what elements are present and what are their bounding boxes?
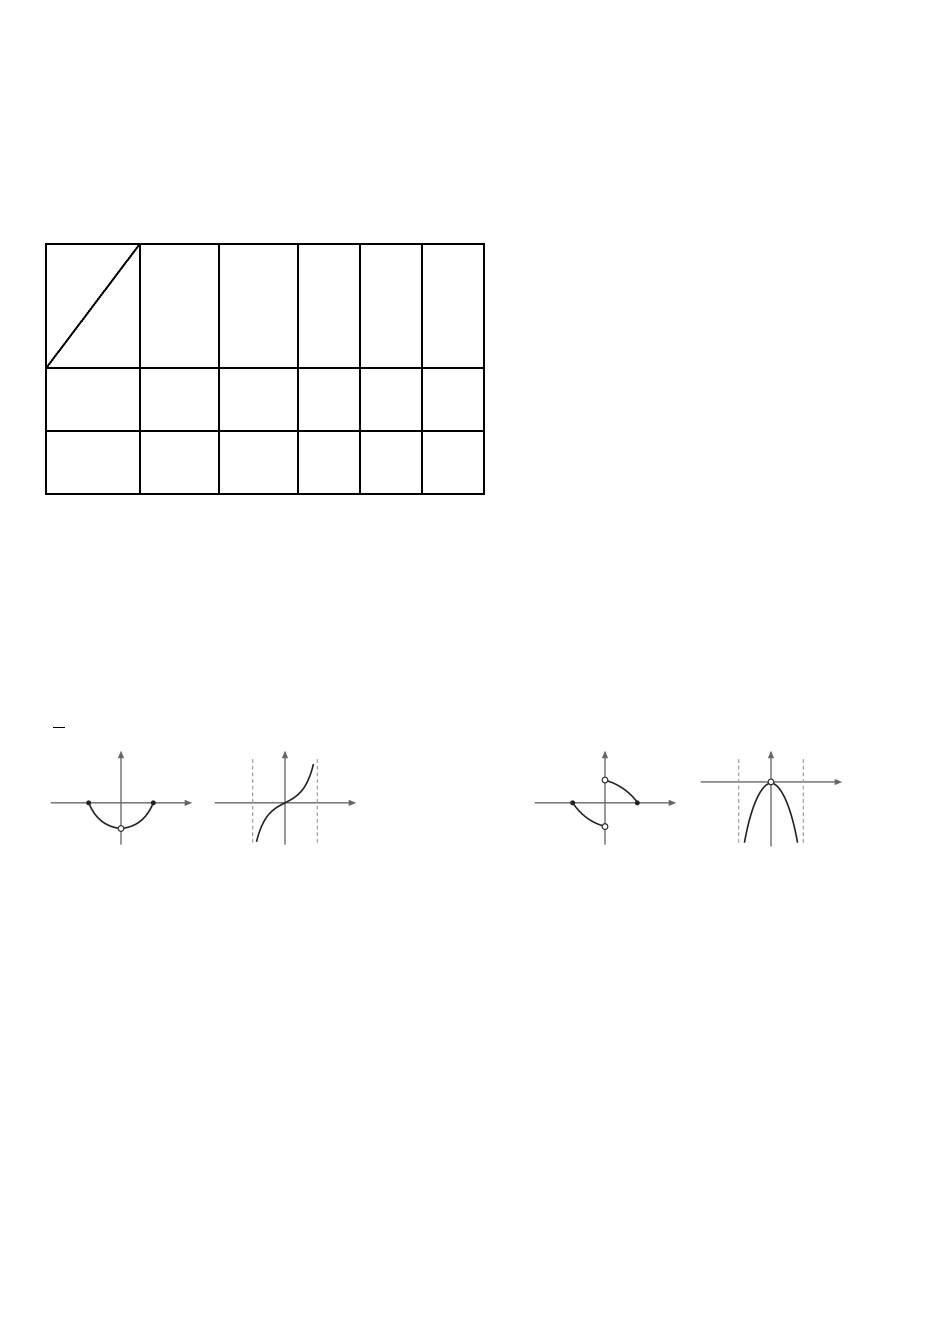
table-row bbox=[46, 368, 484, 431]
table-header-cell bbox=[298, 244, 360, 368]
table-cell bbox=[298, 368, 360, 431]
x-axis-arrow bbox=[835, 779, 843, 785]
function-graph-b bbox=[209, 740, 361, 860]
x-axis-arrow bbox=[349, 800, 357, 806]
math-num bbox=[57, 676, 59, 695]
endpoint-dot bbox=[86, 800, 91, 805]
question-5-line-3 bbox=[45, 191, 905, 237]
table-cell bbox=[219, 431, 298, 494]
table-header-cell bbox=[219, 244, 298, 368]
table-corner-cell bbox=[46, 244, 140, 368]
table-cell bbox=[422, 431, 484, 494]
function-graph-a bbox=[45, 740, 197, 860]
table-cell bbox=[219, 368, 298, 431]
function-graph-d bbox=[695, 740, 847, 860]
table-row bbox=[46, 431, 484, 494]
y-axis-arrow bbox=[768, 751, 774, 759]
math-num bbox=[53, 515, 55, 534]
row-label bbox=[46, 368, 140, 431]
question-6-graphs bbox=[45, 740, 905, 860]
table-cell bbox=[422, 368, 484, 431]
open-circle bbox=[118, 826, 124, 832]
endpoint-dot bbox=[151, 800, 156, 805]
table-cell bbox=[298, 431, 360, 494]
math-num bbox=[65, 100, 67, 121]
table-cell bbox=[140, 368, 219, 431]
price-chart-svg bbox=[83, 882, 468, 1090]
question-5-line-2 bbox=[45, 145, 905, 191]
curve-lower bbox=[573, 803, 602, 826]
y-axis-arrow bbox=[282, 751, 288, 759]
math-num bbox=[57, 611, 59, 632]
x-axis-arrow bbox=[669, 800, 677, 806]
question-7-option-a bbox=[45, 1109, 905, 1155]
table-cell bbox=[140, 431, 219, 494]
row-label bbox=[46, 431, 140, 494]
option-a bbox=[45, 511, 905, 539]
function-graph-c bbox=[529, 740, 681, 860]
grade-table bbox=[45, 243, 485, 495]
table-cell bbox=[360, 368, 422, 431]
option-c bbox=[45, 618, 905, 647]
table-header-cell bbox=[140, 244, 219, 368]
option-b bbox=[45, 564, 905, 593]
fraction bbox=[53, 725, 65, 730]
option-d bbox=[45, 672, 905, 700]
x-axis-arrow bbox=[185, 800, 193, 806]
table-cell bbox=[360, 431, 422, 494]
question-6-stem bbox=[45, 725, 905, 730]
table-header-cell bbox=[422, 244, 484, 368]
open-circle bbox=[602, 824, 608, 830]
math-num bbox=[53, 557, 55, 578]
open-circle bbox=[768, 779, 774, 785]
endpoint-dot bbox=[635, 800, 640, 805]
fraction-numerator bbox=[53, 725, 65, 728]
math-num bbox=[49, 158, 51, 177]
question-5-line-1 bbox=[45, 98, 905, 145]
table-header-cell bbox=[360, 244, 422, 368]
price-chart bbox=[83, 882, 905, 1095]
y-axis-arrow bbox=[602, 751, 608, 759]
curve-upper bbox=[608, 781, 637, 801]
question-5-options bbox=[45, 511, 905, 700]
math-var bbox=[49, 204, 53, 223]
open-circle bbox=[602, 777, 608, 783]
table-header-row bbox=[46, 244, 484, 368]
y-axis-arrow bbox=[118, 751, 124, 759]
endpoint-dot bbox=[570, 800, 575, 805]
